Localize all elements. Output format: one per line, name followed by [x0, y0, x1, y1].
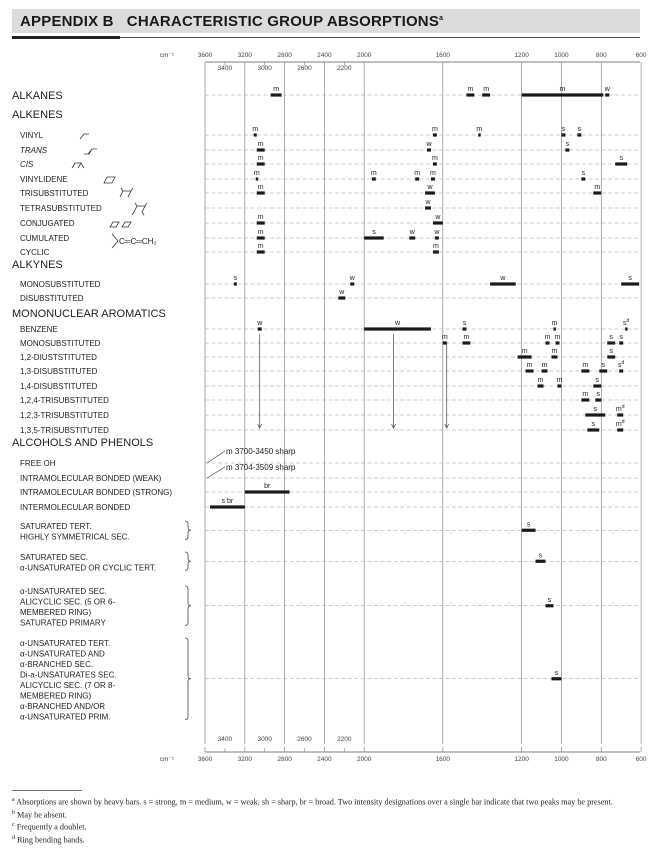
axis-unit-bottom: cm⁻¹	[159, 756, 174, 763]
intensity-label: m	[370, 170, 377, 177]
intensity-label: m	[544, 334, 551, 341]
intensity-label: s	[609, 348, 613, 355]
absorption-band	[463, 341, 471, 344]
group-label-line: ALICYCLIC SEC. (7 OR 8-	[20, 681, 116, 690]
structure-glyph	[132, 203, 147, 215]
absorption-band	[621, 282, 639, 285]
absorption-band	[257, 236, 265, 239]
intensity-label: m	[551, 348, 558, 355]
absorption-band	[617, 428, 623, 431]
group-label-line: SATURATED TERT.	[20, 522, 92, 531]
group-brace	[185, 638, 191, 720]
footnote-d	[12, 833, 652, 846]
intensity-label: m	[430, 170, 436, 177]
absorption-band	[415, 177, 419, 180]
row-label: CIS	[20, 160, 34, 169]
intensity-label: s	[526, 521, 531, 529]
tick-label: 2200	[337, 736, 352, 743]
intensity-label: m	[432, 243, 439, 250]
row-label: VINYL	[20, 131, 44, 140]
absorption-band	[625, 327, 627, 330]
footnote-mark: b	[12, 809, 15, 816]
intensity-label: m	[551, 320, 558, 327]
intensity-label: m	[252, 126, 259, 133]
intensity-label: s	[595, 377, 600, 384]
intensity-label: $s^d$	[623, 318, 630, 327]
tick-label: 600	[635, 756, 647, 763]
row-label: INTRAMOLECULAR BONDED (WEAK)	[20, 474, 162, 483]
absorption-band	[553, 327, 555, 330]
oh-note-arrow	[207, 451, 225, 463]
footnote-mark: d	[621, 404, 625, 410]
absorption-band	[607, 355, 615, 358]
row-label: 1,2,4-TRISUBSTITUTED	[20, 396, 109, 405]
group-label-line: MEMBERED RING)	[20, 608, 92, 617]
intensity-label: m	[521, 348, 528, 355]
footnote-c	[12, 820, 652, 833]
intensity-label: s	[462, 320, 467, 327]
intensity-label: s	[591, 421, 596, 428]
intensity-label: s	[593, 406, 598, 413]
intensity-label: m	[257, 243, 264, 250]
absorption-band	[425, 191, 435, 194]
footnote-mark: a	[12, 797, 15, 803]
intensity-label: w	[435, 214, 441, 221]
intensity-label: m	[463, 334, 470, 341]
absorption-band	[561, 133, 565, 136]
absorption-band	[542, 369, 548, 372]
cumulated-bond-glyph	[112, 234, 118, 248]
oh-note-arrow	[207, 467, 225, 478]
appendix-label: APPENDIX B	[20, 13, 114, 30]
absorption-band	[599, 369, 607, 372]
group-label-line: SATURATED PRIMARY	[20, 618, 106, 628]
tick-label: 2200	[337, 65, 352, 72]
absorption-band	[258, 327, 262, 330]
absorption-band	[257, 221, 265, 224]
intensity-label: s	[619, 334, 623, 341]
tick-label: 1200	[514, 52, 529, 59]
intensity-label: w	[500, 275, 506, 282]
footnote-text: May be absent.	[17, 810, 67, 820]
intensity-label: s br	[221, 498, 234, 505]
row-label: TRISUBSTITUTED	[20, 189, 89, 198]
absorption-band	[433, 221, 443, 224]
intensity-label: br	[264, 483, 271, 490]
absorption-band	[619, 341, 623, 344]
footnote-mark: c	[12, 822, 15, 829]
absorption-band	[538, 384, 544, 387]
group-label-line: α-UNSATURATED TERT.	[20, 639, 111, 648]
intensity-label: $m^d$	[615, 404, 625, 413]
absorption-band	[364, 236, 384, 239]
absorption-band	[565, 148, 569, 151]
intensity-label: m	[441, 334, 448, 341]
structure-glyph	[84, 149, 97, 154]
row-label: 1,3,5-TRISUBSTITUTED	[20, 426, 109, 435]
intensity-label: m	[431, 126, 438, 133]
group-brace	[185, 552, 191, 571]
absorption-band	[615, 162, 627, 165]
row-label: BENZENE	[20, 325, 58, 334]
absorption-band	[546, 604, 554, 607]
intensity-label: m	[257, 155, 264, 162]
tick-label: 3000	[257, 65, 272, 72]
group-label-line: α-UNSATURATED SEC.	[20, 587, 107, 596]
intensity-label: w	[426, 141, 432, 148]
intensity-label: w	[425, 199, 431, 206]
footnote-mark: d	[621, 419, 625, 425]
absorption-band	[526, 369, 534, 372]
intensity-label: m	[257, 214, 264, 221]
absorption-band	[522, 93, 604, 96]
row-label: MONOSUBSTITUTED	[20, 280, 101, 289]
absorption-band	[478, 133, 480, 136]
footnote-text: Ring bending bands.	[17, 835, 85, 845]
tick-label: 1000	[554, 756, 569, 763]
absorption-band	[463, 327, 467, 330]
row-label: 1,4-DISUBSTITUTED	[20, 382, 98, 391]
absorption-band	[364, 327, 431, 330]
row-label: 1,2,3-TRISUBSTITUTED	[20, 411, 109, 420]
structure-glyph	[120, 188, 133, 197]
intensity-label: s	[561, 126, 566, 133]
row-label: VINYLIDENE	[20, 175, 68, 184]
footnote-text: Absorptions are shown by heavy bars. s = strong, m = medium, w = weak, sh = sharp, br = broad. Two intensity designations over a single bar indicate that two peaks may be present.	[16, 797, 613, 807]
absorption-band	[257, 148, 265, 151]
footnote-rule	[12, 790, 82, 791]
absorption-band	[490, 282, 516, 285]
section-heading-aromatics: MONONUCLEAR AROMATICS	[12, 308, 166, 320]
axis-unit-top: cm⁻¹	[159, 52, 174, 59]
absorption-band	[372, 177, 376, 180]
row-label: TETRASUBSTITUTED	[20, 204, 102, 213]
row-label: TRANS	[20, 146, 48, 155]
absorption-band	[257, 191, 265, 194]
absorption-band	[245, 490, 290, 493]
intensity-label: m	[556, 377, 563, 384]
tick-label: 1000	[554, 52, 569, 59]
absorption-band	[546, 341, 550, 344]
title-text: CHARACTERISTIC GROUP ABSORPTIONS	[126, 13, 440, 30]
absorption-band	[551, 677, 561, 680]
intensity-label: s	[372, 229, 376, 236]
intensity-label: m	[253, 170, 260, 177]
tick-label: 800	[595, 52, 607, 59]
group-label-line: SATURATED SEC.	[20, 553, 89, 562]
absorption-band	[443, 341, 447, 344]
intensity-label: w	[257, 320, 263, 327]
absorption-band	[257, 162, 265, 165]
intensity-label: s	[601, 362, 606, 369]
group-label-line: α-UNSATURATED PRIM.	[20, 712, 111, 722]
tick-label: 2800	[277, 52, 292, 59]
tick-label: 3600	[197, 52, 213, 59]
oh-note: m 3700-3450 sharp	[226, 447, 296, 456]
title-footnote-mark: a	[439, 15, 444, 22]
tick-label: 2400	[317, 52, 332, 59]
intensity-label: m	[257, 184, 264, 191]
row-label: CONJUGATED	[20, 219, 75, 228]
absorption-band	[617, 413, 623, 416]
row-label: DISUBSTITUTED	[20, 294, 84, 303]
absorption-band	[350, 282, 354, 285]
group-brace	[185, 586, 191, 626]
row-label: INTRAMOLECULAR BONDED (STRONG)	[20, 488, 173, 497]
footnote-mark: d	[12, 835, 15, 842]
tick-label: 2000	[356, 756, 372, 763]
absorption-band	[581, 398, 589, 401]
row-label: CUMULATED	[20, 234, 70, 243]
tick-label: 3400	[217, 736, 233, 743]
intensity-label: s	[577, 126, 582, 133]
absorption-band	[607, 341, 615, 344]
footnote-mark: d	[626, 318, 630, 324]
tick-label: 2800	[277, 756, 292, 763]
absorption-band	[433, 250, 439, 253]
group-label-line: ALICYCLIC SEC. (5 OR 6-	[20, 597, 116, 607]
intensity-label: w	[339, 289, 345, 296]
footnote-mark: d	[621, 360, 625, 366]
group-label-line: α-BRANCHED AND/OR	[20, 702, 106, 711]
intensity-label: w	[395, 320, 401, 327]
structure-glyph	[104, 177, 115, 183]
group-label-line: Di-a-UNSATURATES SEC.	[20, 670, 117, 680]
tick-label: 2600	[297, 736, 312, 743]
tick-label: 3600	[197, 756, 213, 763]
absorption-band	[581, 177, 585, 180]
absorption-band	[425, 206, 431, 209]
intensity-label: w	[409, 229, 415, 236]
absorption-band	[234, 282, 237, 285]
intensity-label: w	[349, 275, 355, 282]
intensity-label: m	[431, 155, 438, 162]
absorption-band	[256, 177, 258, 180]
intensity-label: m	[541, 362, 548, 369]
absorption-band	[619, 369, 623, 372]
row-label: MONOSUBSTITUTED	[20, 339, 101, 348]
intensity-label: m	[594, 184, 601, 191]
tick-label: 3200	[237, 756, 253, 763]
absorption-band	[518, 355, 532, 358]
absorption-band	[593, 191, 601, 194]
tick-label: 1600	[435, 756, 451, 763]
intensity-label: m	[526, 362, 533, 369]
tick-label: 2000	[356, 52, 372, 59]
tick-label: 800	[595, 756, 607, 763]
row-label: FREE OH	[20, 459, 56, 468]
intensity-label: m	[483, 86, 490, 93]
tick-label: 2600	[297, 65, 312, 72]
absorption-band	[536, 560, 546, 563]
group-brace	[185, 521, 191, 540]
intensity-label: s	[581, 170, 586, 177]
intensity-label: m	[582, 391, 589, 398]
intensity-label: s	[233, 275, 238, 282]
tick-label: 600	[635, 52, 647, 59]
structure-glyph	[110, 222, 131, 227]
structure-glyph	[72, 163, 84, 168]
group-label-line: α-BRANCHED SEC.	[20, 660, 94, 669]
absorption-band	[577, 133, 581, 136]
group-label-line: α-UNSATURATED AND	[20, 649, 105, 659]
intensity-label: w	[434, 229, 440, 236]
absorption-band	[466, 93, 474, 96]
absorption-band	[210, 505, 245, 508]
cumulated-formula: C═C═CH₂	[119, 237, 157, 246]
tick-label: 1200	[514, 756, 529, 763]
absorption-band	[555, 341, 559, 344]
intensity-label: m	[273, 86, 280, 93]
absorption-band	[435, 236, 439, 239]
intensity-label: s	[619, 155, 623, 162]
intensity-label: m	[414, 170, 421, 177]
absorption-band	[482, 93, 490, 96]
intensity-label: s	[609, 334, 613, 341]
absorption-band	[593, 384, 601, 387]
absorption-band	[587, 428, 599, 431]
absorption-band	[605, 93, 609, 96]
intensity-label: m	[559, 86, 566, 93]
tick-label: 3400	[217, 65, 233, 72]
tick-label: 3200	[237, 52, 253, 59]
intensity-label: m	[582, 362, 589, 369]
tick-label: 1600	[435, 52, 451, 59]
row-label: INTERMOLECULAR BONDED	[20, 503, 131, 512]
footnote-a	[12, 795, 652, 808]
intensity-label: m	[537, 377, 544, 384]
intensity-label: s	[554, 669, 559, 677]
absorption-band	[257, 250, 265, 253]
intensity-label: m	[467, 86, 474, 93]
intensity-label: w	[427, 184, 433, 191]
absorption-band	[254, 133, 257, 136]
absorption-band	[557, 384, 561, 387]
section-heading-alcohols: ALCOHOLS AND PHENOLS	[12, 437, 154, 449]
absorption-band	[433, 133, 437, 136]
absorption-band	[427, 148, 431, 151]
structure-glyph	[80, 134, 89, 139]
absorption-band	[551, 355, 557, 358]
intensity-label: s	[628, 275, 632, 282]
intensity-label: m	[257, 141, 264, 148]
oh-note: m 3704-3509 sharp	[226, 463, 296, 472]
absorption-band	[581, 369, 589, 372]
intensity-label: m	[257, 229, 264, 236]
section-heading-alkynes: ALKYNES	[12, 259, 63, 271]
group-label-line: HIGHLY SYMMETRICAL SEC.	[20, 532, 130, 542]
absorption-band	[431, 177, 435, 180]
intensity-label: s	[547, 596, 552, 604]
intensity-label: s	[565, 141, 570, 148]
row-label: ALKANES	[12, 90, 63, 102]
intensity-label: s	[596, 391, 601, 398]
intensity-label: $m^d$	[615, 419, 625, 428]
absorption-band	[271, 93, 282, 96]
row-label: 1,2-DIUSTSTITUTED	[20, 353, 97, 362]
row-label: CYCLIC	[20, 248, 50, 257]
tick-label: 3000	[257, 736, 272, 743]
absorption-band	[522, 529, 536, 532]
intensity-label: m	[476, 126, 483, 133]
intensity-label: w	[604, 86, 610, 93]
row-label: 1,3-DISUBSTITUTED	[20, 367, 98, 376]
absorption-band	[409, 236, 415, 239]
group-label-line: MEMBERED RING)	[20, 691, 92, 701]
footnote-text: Frequently a doublet.	[16, 823, 87, 833]
intensity-label: s	[538, 552, 543, 560]
absorption-band	[595, 398, 601, 401]
intensity-label: m	[554, 334, 561, 341]
group-label-line: α-UNSATURATED OR CYCLIC TERT.	[20, 563, 157, 573]
absorption-band	[433, 162, 437, 165]
section-heading-alkenes: ALKENES	[12, 109, 63, 121]
tick-label: 2400	[317, 756, 332, 763]
absorption-band	[585, 413, 605, 416]
intensity-label: $s^d$	[618, 360, 625, 369]
footnote-b	[12, 808, 652, 821]
footnotes	[12, 795, 652, 846]
absorption-band	[338, 296, 345, 299]
